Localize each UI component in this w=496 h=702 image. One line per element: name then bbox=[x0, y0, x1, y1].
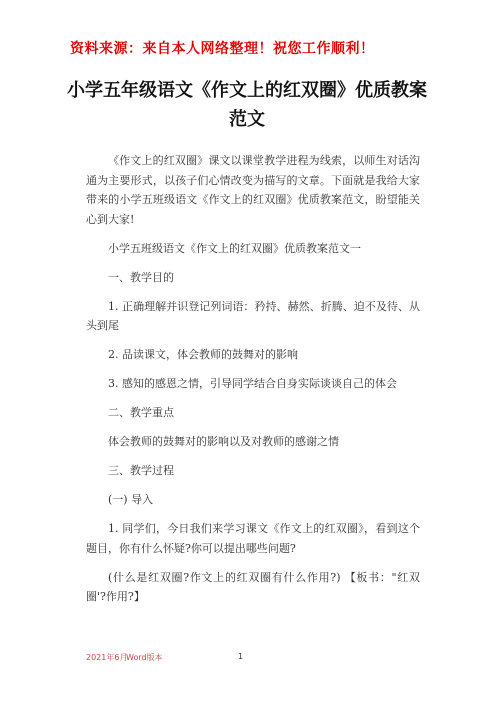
list-item: 1. 正确理解并识登记列词语：矜持、赫然、折腾、迫不及待、从头到尾 bbox=[86, 299, 420, 332]
footer-date: 2021年6月 bbox=[86, 653, 128, 662]
footer-version: Word版本 bbox=[126, 653, 163, 662]
document-title: 小学五年级语文《作文上的红双圈》优质教案范文 bbox=[67, 80, 427, 130]
source-banner: 资料来源：来自本人网络整理！祝您工作顺利！ bbox=[70, 41, 375, 57]
paragraph: (什么是红双圈?作文上的红双圈有什么作用?) 【板书："红双圈'?作用?】 bbox=[86, 570, 420, 603]
list-item: 3. 感知的感恩之情，引导同学结合自身实际谈谈自己的体会 bbox=[108, 377, 397, 390]
page-number: 1 bbox=[238, 652, 244, 661]
document-body bbox=[86, 151, 420, 616]
section-heading: 一、教学目的 bbox=[108, 270, 174, 284]
paragraph: 体会教师的鼓舞对的影响以及对教师的感谢之情 bbox=[108, 435, 339, 448]
section-heading: 三、教学过程 bbox=[108, 464, 174, 477]
paragraph: 小学五班级语文《作文上的红双圈》优质教案范文一 bbox=[108, 241, 361, 255]
list-item: 1. 同学们，今日我们来学习课文《作文上的红双圈》，看到这个题目，你有什么怀疑?你可以提出哪些问题? bbox=[86, 522, 420, 555]
paragraph: 《作文上的红双圈》课文以课堂教学进程为线索，以师生对话沟通为主要形式，以孩子们心情改变为描写的文章。下面就是我给大家带来的小学五班级语文《作文上的红双圈》优质教案范文，盼望能关心到大家! bbox=[86, 154, 420, 226]
list-item: 2. 品读课文，体会教师的鼓舞对的影响 bbox=[108, 348, 298, 361]
section-heading: 二、教学重点 bbox=[108, 406, 174, 419]
page-footer bbox=[86, 652, 420, 666]
subsection-heading: (一) 导入 bbox=[108, 493, 154, 506]
